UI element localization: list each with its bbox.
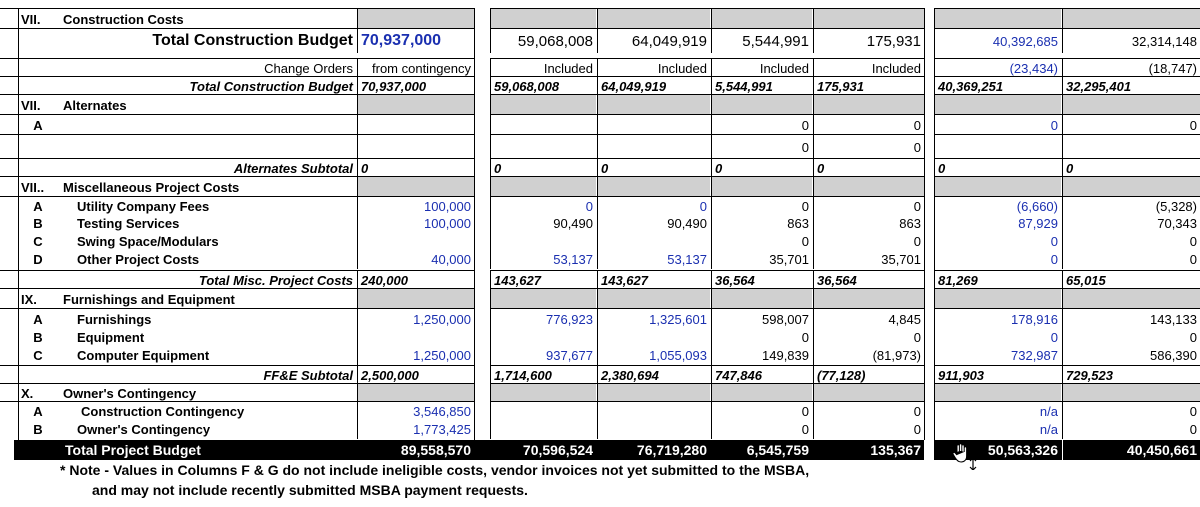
cell-d[interactable] [490, 384, 596, 402]
cell-h[interactable]: 35,701 [813, 250, 924, 269]
cell-d[interactable]: 776,923 [490, 309, 596, 329]
cell-h[interactable]: 135,367 [870, 442, 921, 458]
cell-e[interactable]: 64,049,919 [597, 77, 710, 95]
section-header-misc [0, 176, 1200, 197]
cell-c[interactable] [357, 135, 474, 159]
cell-e[interactable] [597, 420, 710, 439]
cell-d[interactable] [490, 177, 596, 197]
row-label: Computer Equipment [77, 348, 210, 363]
cell-d[interactable]: 143,627 [490, 271, 596, 289]
cell-c[interactable]: 0 [357, 159, 474, 177]
cell-d[interactable] [490, 135, 596, 159]
cell-e[interactable]: 0 [597, 197, 710, 215]
cell-j[interactable]: 143,133 [1062, 309, 1200, 329]
cell-e[interactable] [597, 384, 710, 402]
cell-f[interactable]: 0 [711, 232, 812, 250]
row-total-misc-costs [0, 270, 1200, 289]
cell-j[interactable] [1062, 9, 1200, 29]
cell-f[interactable]: 747,846 [711, 366, 812, 384]
row-label: Total Construction Budget [152, 32, 353, 49]
row-label: Equipment [77, 329, 145, 345]
row-label: Total Construction Budget [189, 78, 353, 94]
row-letter: A [33, 198, 43, 214]
cell-e[interactable] [597, 135, 710, 159]
cell-f[interactable] [711, 177, 812, 197]
cell-i[interactable]: 40,369,251 [934, 77, 1061, 95]
cell-h[interactable]: 0 [813, 115, 924, 135]
cell-j[interactable]: 0 [1062, 420, 1200, 439]
cell-f[interactable]: 0 [711, 328, 812, 346]
cell-h[interactable]: 4,845 [813, 309, 924, 329]
cell-f[interactable]: 598,007 [711, 309, 812, 329]
cell-e[interactable]: 64,049,919 [597, 29, 710, 53]
cell-h[interactable]: 0 [813, 232, 924, 250]
row-label: Testing Services [77, 215, 180, 231]
row-letter: B [33, 422, 43, 437]
cell-j[interactable]: 0 [1062, 328, 1200, 346]
row-total-construction-subtotal [0, 76, 1200, 95]
cell-h[interactable] [813, 384, 924, 402]
row-label: Utility Company Fees [77, 198, 210, 214]
cell-i[interactable] [934, 177, 1061, 197]
cell-h[interactable]: 863 [813, 214, 924, 232]
section-number: IX. [21, 291, 37, 307]
cell-e[interactable]: 0 [597, 159, 710, 177]
cell-h[interactable]: (81,973) [813, 346, 924, 365]
cell-e[interactable]: 2,380,694 [597, 366, 710, 384]
cell-d[interactable] [490, 115, 596, 135]
section-header-construction [0, 8, 1200, 29]
footnote-line-1: * Note - Values in Columns F & G do not include ineligible costs, vendor invoices not yet submitted to the MSBA, [60, 462, 810, 478]
cell-h[interactable]: 0 [813, 197, 924, 215]
cell-f[interactable]: Included [711, 59, 812, 77]
row-letter: C [33, 233, 43, 249]
cell-i[interactable] [934, 135, 1061, 159]
section-header-alternates [0, 94, 1200, 115]
cell-c[interactable]: 100,000 [357, 214, 474, 232]
cell-i[interactable]: 0 [934, 115, 1061, 135]
row-label: Alternates Subtotal [233, 160, 353, 176]
cell-j[interactable]: 65,015 [1062, 271, 1200, 289]
cell-h[interactable]: 0 [813, 135, 924, 159]
cell-d[interactable]: Included [490, 59, 596, 77]
cell-d[interactable] [490, 420, 596, 439]
cell-j[interactable]: 0 [1062, 232, 1200, 250]
cell-d[interactable] [490, 9, 596, 29]
cell-f[interactable]: 0 [711, 115, 812, 135]
cell-i[interactable]: 50,563,326 [987, 442, 1058, 458]
row-label: FF&E Subtotal [263, 367, 353, 383]
cell-c[interactable]: 1,250,000 [357, 346, 474, 365]
cell-f[interactable]: 0 [711, 135, 812, 159]
section-title: Furnishings and Equipment [63, 291, 235, 307]
row-label: Owner's Contingency [77, 422, 211, 437]
cell-f[interactable]: 35,701 [711, 250, 812, 269]
cell-i[interactable]: 81,269 [934, 271, 1061, 289]
row-ffe-subtotal [0, 365, 1200, 384]
cell-j[interactable]: 32,314,148 [1062, 29, 1200, 53]
cell-i[interactable]: n/a [934, 420, 1061, 439]
cell-c[interactable]: 1,773,425 [357, 420, 474, 439]
cell-i[interactable]: 911,903 [934, 366, 1061, 384]
cell-f[interactable] [711, 95, 812, 115]
cell-h[interactable]: 175,931 [813, 29, 924, 53]
cell-h[interactable]: 175,931 [813, 77, 924, 95]
cell-d[interactable] [490, 328, 596, 346]
cell-f[interactable]: 6,545,759 [746, 442, 809, 458]
cell-j[interactable]: 729,523 [1062, 366, 1200, 384]
cell-f[interactable]: 149,839 [711, 346, 812, 365]
cell-i[interactable] [934, 289, 1061, 309]
row-letter: B [33, 215, 43, 231]
cell-i[interactable] [934, 95, 1061, 115]
cell-d[interactable] [490, 402, 596, 421]
cell-f[interactable] [711, 9, 812, 29]
cell-j[interactable]: 0 [1062, 159, 1200, 177]
cell-i[interactable]: 40,392,685 [934, 29, 1061, 53]
cell-e[interactable]: 53,137 [597, 250, 710, 269]
row-computer-equipment [0, 346, 1200, 365]
cell-h[interactable]: Included [813, 59, 924, 77]
cell-i[interactable] [934, 384, 1061, 402]
section-title: Construction Costs [63, 11, 184, 27]
row-letter: A [33, 117, 43, 133]
cell-d[interactable]: 59,068,008 [490, 29, 596, 53]
cell-f[interactable] [711, 384, 812, 402]
cell-c[interactable] [357, 9, 474, 29]
cell-i[interactable]: n/a [934, 402, 1061, 421]
cell-h[interactable]: 0 [813, 420, 924, 439]
cell-c[interactable]: 1,250,000 [357, 309, 474, 329]
cell-j[interactable] [1062, 289, 1200, 309]
section-title: Miscellaneous Project Costs [63, 179, 240, 195]
cell-e[interactable]: 143,627 [597, 271, 710, 289]
cell-e[interactable] [597, 95, 710, 115]
cell-i[interactable] [934, 9, 1061, 29]
section-header-ffe [0, 288, 1200, 309]
left-border [18, 8, 19, 440]
resize-cursor-icon [968, 458, 978, 470]
cell-d[interactable]: 59,068,008 [490, 77, 596, 95]
cell-f[interactable]: 0 [711, 402, 812, 421]
cell-c[interactable]: 40,000 [357, 250, 474, 269]
row-label: Change Orders [264, 60, 353, 76]
cell-c[interactable] [357, 232, 474, 250]
cell-i[interactable]: (23,434) [934, 59, 1061, 77]
cell-j[interactable]: 586,390 [1062, 346, 1200, 365]
column-separator [924, 8, 935, 440]
cell-e[interactable] [597, 115, 710, 135]
cell-i[interactable]: 0 [934, 159, 1061, 177]
column-separator [474, 8, 490, 440]
cell-f[interactable]: 0 [711, 420, 812, 439]
cell-i[interactable]: 732,987 [934, 346, 1061, 365]
cell-e[interactable]: 76,719,280 [636, 442, 707, 458]
cell-j[interactable]: 70,343 [1062, 214, 1200, 232]
cell-j[interactable] [1062, 177, 1200, 197]
cell-d[interactable]: 0 [490, 197, 596, 215]
cell-h[interactable] [813, 177, 924, 197]
cell-f[interactable]: 5,544,991 [711, 29, 812, 53]
cell-j[interactable]: (5,328) [1062, 197, 1200, 215]
cell-c[interactable] [357, 289, 474, 309]
row-label: Total Project Budget [65, 442, 201, 458]
cell-c[interactable]: 240,000 [357, 271, 474, 289]
cell-h[interactable]: 0 [813, 328, 924, 346]
row-letter: B [33, 329, 43, 345]
cell-h[interactable] [813, 289, 924, 309]
cell-f[interactable]: 863 [711, 214, 812, 232]
cell-d[interactable]: 53,137 [490, 250, 596, 269]
section-title: Alternates [63, 97, 127, 113]
cell-j[interactable] [1062, 384, 1200, 402]
cell-j[interactable]: 0 [1062, 115, 1200, 135]
cell-d[interactable]: 90,490 [490, 214, 596, 232]
cell-h[interactable] [813, 95, 924, 115]
row-letter: A [33, 311, 43, 327]
cell-j[interactable] [1062, 95, 1200, 115]
cell-c[interactable]: 70,937,000 [357, 29, 474, 53]
cell-d[interactable]: 70,596,524 [522, 442, 593, 458]
cell-c[interactable]: 100,000 [357, 197, 474, 215]
cell-j[interactable]: 32,295,401 [1062, 77, 1200, 95]
row-alternate-blank [0, 134, 1200, 159]
cell-c[interactable]: 70,937,000 [357, 77, 474, 95]
section-number: VII.. [21, 179, 45, 195]
row-construction-contingency [0, 401, 1200, 421]
cell-e[interactable] [597, 402, 710, 421]
cell-c[interactable]: 2,500,000 [357, 366, 474, 384]
cell-f[interactable] [711, 289, 812, 309]
cell-d[interactable]: 1,714,600 [490, 366, 596, 384]
cell-e[interactable]: 1,055,093 [597, 346, 710, 365]
cell-j[interactable]: 0 [1062, 402, 1200, 421]
cell-j[interactable]: 0 [1062, 250, 1200, 269]
column-gap [924, 440, 934, 460]
row-label: Furnishings [77, 311, 152, 327]
cell-e[interactable]: 1,325,601 [597, 309, 710, 329]
cell-e[interactable] [597, 328, 710, 346]
cell-j[interactable] [1062, 135, 1200, 159]
row-swing-space [0, 232, 1200, 250]
row-change-orders [0, 58, 1200, 77]
cell-i[interactable]: 87,929 [934, 214, 1061, 232]
cell-c[interactable]: 89,558,570 [400, 442, 471, 458]
section-number: VII. [21, 11, 41, 27]
cell-c[interactable] [357, 177, 474, 197]
cell-e[interactable] [597, 289, 710, 309]
cell-c[interactable] [357, 95, 474, 115]
cell-h[interactable]: 0 [813, 402, 924, 421]
cell-d[interactable] [490, 232, 596, 250]
cell-h[interactable]: 0 [813, 159, 924, 177]
row-total-project-budget [14, 440, 1200, 460]
section-number: VII. [21, 97, 41, 113]
section-number: X. [21, 385, 34, 401]
row-equipment [0, 328, 1200, 346]
row-letter: D [33, 252, 43, 267]
cell-e[interactable]: Included [597, 59, 710, 77]
cell-j[interactable]: 40,450,661 [1062, 440, 1200, 460]
row-other-project-costs [0, 250, 1200, 269]
cell-d[interactable]: 937,677 [490, 346, 596, 365]
row-alternate-a [0, 114, 1200, 135]
cell-f[interactable]: 36,564 [711, 271, 812, 289]
row-label: Swing Space/Modulars [77, 233, 219, 249]
row-total-construction-budget [0, 28, 1200, 53]
row-label: Total Misc. Project Costs [198, 272, 353, 288]
cell-i[interactable]: 0 [934, 250, 1061, 269]
cell-e[interactable] [597, 9, 710, 29]
cell-c[interactable] [357, 384, 474, 402]
cell-d[interactable] [490, 289, 596, 309]
cell-i[interactable]: 0 [934, 328, 1061, 346]
cell-f[interactable]: 0 [711, 159, 812, 177]
row-alternates-subtotal [0, 158, 1200, 177]
row-label: Other Project Costs [77, 252, 200, 267]
cell-j[interactable]: (18,747) [1062, 59, 1200, 77]
cell-d[interactable] [490, 95, 596, 115]
cell-d[interactable]: 0 [490, 159, 596, 177]
footnote-line-2: and may not include recently submitted MSBA payment requests. [92, 482, 528, 498]
cell-f[interactable]: 5,544,991 [711, 77, 812, 95]
cell-c[interactable] [357, 115, 474, 135]
cell-e[interactable] [597, 177, 710, 197]
cell-i[interactable]: 0 [934, 232, 1061, 250]
cell-c[interactable]: 3,546,850 [357, 402, 474, 421]
row-label: Construction Contingency [81, 404, 245, 419]
cell-h[interactable] [813, 9, 924, 29]
section-header-contingency [0, 383, 1200, 402]
row-letter: C [33, 348, 43, 363]
row-utility-company-fees [0, 196, 1200, 215]
row-furnishings [0, 308, 1200, 329]
row-testing-services [0, 214, 1200, 232]
cell-h[interactable]: 36,564 [813, 271, 924, 289]
cell-e[interactable] [597, 232, 710, 250]
cell-f[interactable]: 0 [711, 197, 812, 215]
cell-c[interactable]: from contingency [357, 59, 474, 77]
cell-c[interactable] [357, 328, 474, 346]
cell-i[interactable]: 178,916 [934, 309, 1061, 329]
row-owners-contingency [0, 420, 1200, 439]
cell-h[interactable]: (77,128) [813, 366, 924, 384]
row-letter: A [33, 404, 43, 419]
cell-i[interactable]: (6,660) [934, 197, 1061, 215]
cell-e[interactable]: 90,490 [597, 214, 710, 232]
section-title: Owner's Contingency [63, 385, 197, 401]
